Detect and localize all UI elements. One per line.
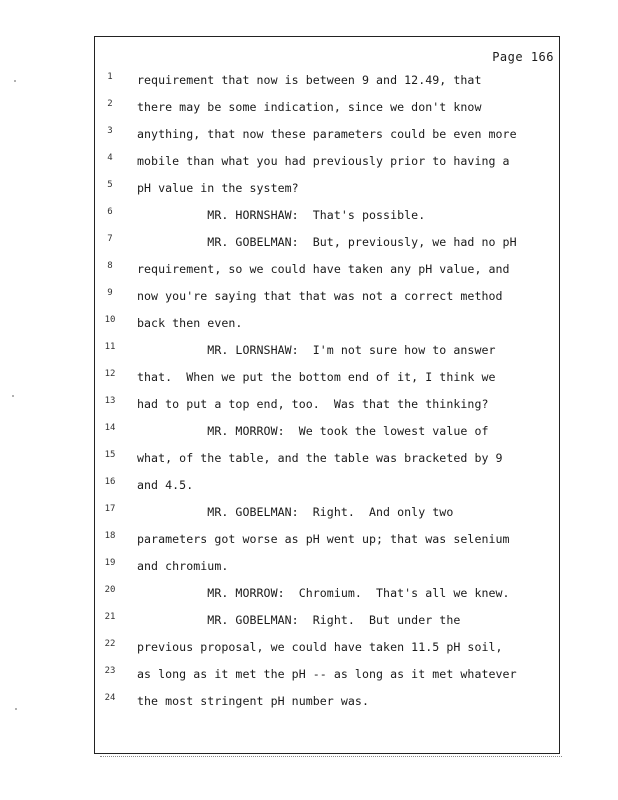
line-text: anything, that now these parameters could be even more (137, 127, 517, 141)
line-text: as long as it met the pH -- as long as it met whatever (137, 667, 517, 681)
scan-speck (15, 708, 17, 710)
line-number: 2 (107, 99, 113, 109)
line-text: the most stringent pH number was. (137, 694, 369, 708)
line-number: 14 (104, 423, 116, 433)
line-text: and chromium. (137, 559, 229, 573)
line-text: mobile than what you had previously prior to having a (137, 154, 510, 168)
line-text: had to put a top end, too. Was that the thinking? (137, 397, 489, 411)
line-text: back then even. (137, 316, 243, 330)
line-number: 7 (107, 234, 113, 244)
line-text: requirement that now is between 9 and 12.49, that (137, 73, 482, 87)
line-number: 12 (104, 369, 116, 379)
line-number: 20 (104, 585, 116, 595)
line-number: 9 (107, 288, 113, 298)
line-number: 23 (104, 666, 116, 676)
line-text: MR. MORROW: Chromium. That's all we knew. (137, 586, 510, 600)
line-text: parameters got worse as pH went up; that was selenium (137, 532, 510, 546)
line-number: 4 (107, 153, 113, 163)
scan-speck (12, 395, 14, 397)
line-number: 17 (104, 504, 116, 514)
line-text: previous proposal, we could have taken 11.5 pH soil, (137, 640, 503, 654)
line-number: 13 (104, 396, 116, 406)
line-number: 5 (107, 180, 113, 190)
line-number: 21 (104, 612, 116, 622)
line-number: 6 (107, 207, 113, 217)
line-text: requirement, so we could have taken any pH value, and (137, 262, 510, 276)
line-number: 3 (107, 126, 113, 136)
line-number: 1 (107, 72, 113, 82)
line-number: 16 (104, 477, 116, 487)
line-text: MR. GOBELMAN: Right. And only two (137, 505, 454, 519)
line-number: 11 (104, 342, 116, 352)
line-number: 18 (104, 531, 116, 541)
line-text: and 4.5. (137, 478, 194, 492)
line-number: 19 (104, 558, 116, 568)
line-number: 24 (104, 693, 116, 703)
line-text: now you're saying that that was not a correct method (137, 289, 503, 303)
line-text: that. When we put the bottom end of it, I think we (137, 370, 496, 384)
line-number: 22 (104, 639, 116, 649)
line-text: MR. GOBELMAN: Right. But under the (137, 613, 461, 627)
line-number: 10 (104, 315, 116, 325)
line-text: what, of the table, and the table was bracketed by 9 (137, 451, 503, 465)
line-text: MR. HORNSHAW: That's possible. (137, 208, 426, 222)
line-text: MR. LORNSHAW: I'm not sure how to answer (137, 343, 496, 357)
scan-speck (14, 80, 16, 82)
line-number: 15 (104, 450, 116, 460)
line-text: MR. GOBELMAN: But, previously, we had no pH (137, 235, 517, 249)
line-text: MR. MORROW: We took the lowest value of (137, 424, 489, 438)
line-text: pH value in the system? (137, 181, 299, 195)
line-text: there may be some indication, since we don't know (137, 100, 482, 114)
page-number: Page 166 (492, 50, 554, 64)
footer-rule (100, 756, 562, 757)
line-number: 8 (107, 261, 113, 271)
